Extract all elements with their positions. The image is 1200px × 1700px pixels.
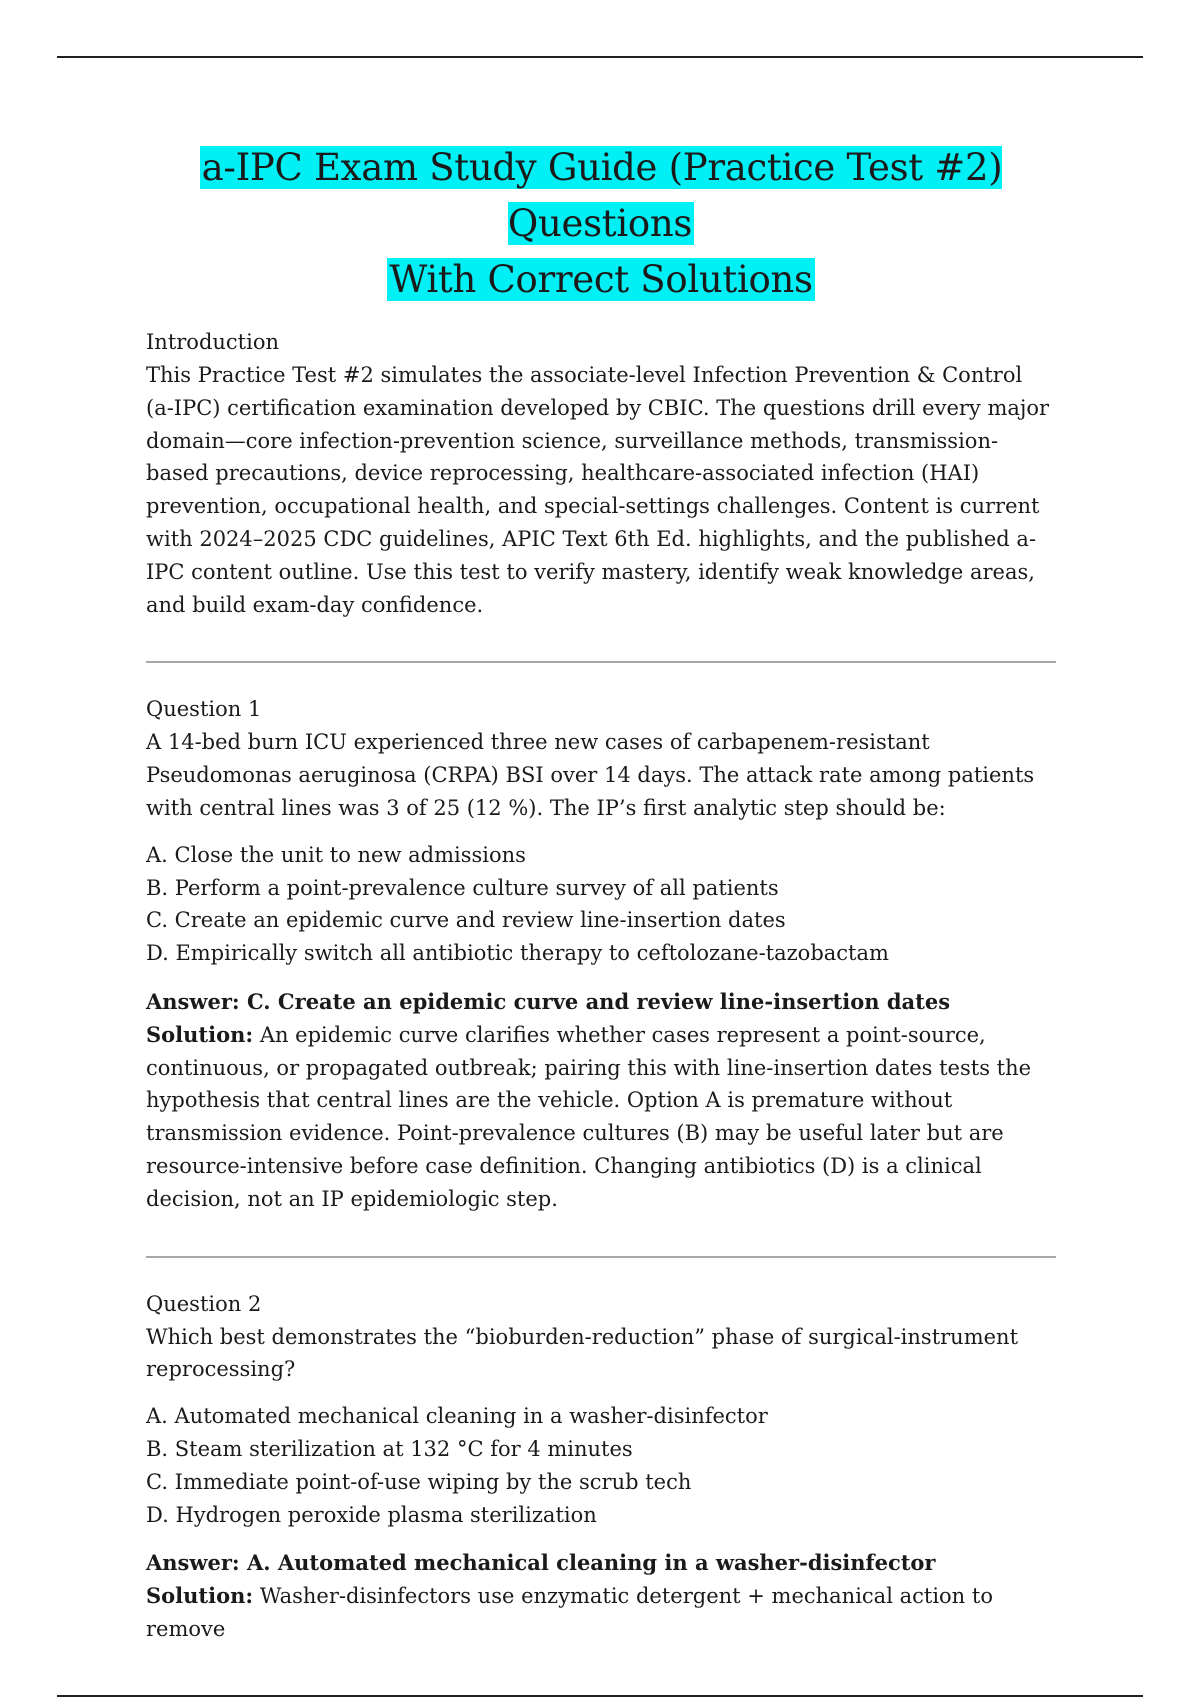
option-b: B. Perform a point-prevalence culture survey of all patients — [146, 875, 779, 900]
section-divider — [146, 1256, 1056, 1258]
solution-text — [146, 1580, 1056, 1646]
answer-options — [146, 839, 1056, 970]
solution-label: Solution: — [146, 1583, 254, 1609]
section-divider — [146, 661, 1056, 663]
correct-answer: Answer: C. Create an epidemic curve and review line-insertion dates — [146, 988, 951, 1014]
document-title — [146, 140, 1056, 308]
question-stem: A 14-bed burn ICU experienced three new cases of carbapenem-resistant Pseudomonas aeruginosa (CRPA) BSI over 14 days. The attack rate among patients with central lines was 3 of 25 (12 %). The IP’s first analytic step should be: — [146, 730, 1035, 820]
solution-body: An epidemic curve clarifies whether cases represent a point-source, continuous, or propagated outbreak; pairing this with line-insertion dates tests the hypothesis that central lines are the vehicle. Option A is premature without transmission evidence. Point-prevalence cultures (B) may be useful later but are resource-intensive before case definition. Changing antibiotics (D) is a clinical decision, not an IP epidemiologic step. — [146, 1022, 1032, 1211]
question-2 — [146, 1288, 1056, 1646]
question-1 — [146, 693, 1056, 1215]
solution-label: Solution: — [146, 1021, 254, 1047]
title-line-2: With Correct Solutions — [389, 258, 813, 301]
option-b: B. Steam sterilization at 132 °C for 4 minutes — [146, 1436, 633, 1461]
introduction-heading: Introduction — [146, 330, 279, 354]
introduction-text: This Practice Test #2 simulates the associate-level Infection Prevention & Control (a-IPC) certification examination developed by CBIC. The questions drill every major domain—core infection-prevention science, surveillance methods, transmission-based precautions, device reprocessing, healthcare-associated infection (HAI) prevention, occupational health, and special-settings challenges. Content is current with 2024–2025 CDC guidelines, APIC Text 6th Ed. highlights, and the published a-IPC content outline. Use this test to verify mastery, identify weak knowledge areas, and build exam-day confidence. — [146, 363, 1050, 617]
question-stem: Which best demonstrates the “bioburden-reduction” phase of surgical-instrument reprocessing? — [146, 1324, 1019, 1382]
page-top-rule — [57, 56, 1143, 58]
option-a: A. Automated mechanical cleaning in a washer-disinfector — [146, 1404, 768, 1429]
question-label: Question 2 — [146, 1291, 262, 1316]
option-c: C. Immediate point-of-use wiping by the scrub tech — [146, 1469, 692, 1494]
title-line-1: a-IPC Exam Study Guide (Practice Test #2) Questions — [201, 146, 1003, 245]
answer-options — [146, 1400, 1056, 1531]
option-a: A. Close the unit to new admissions — [146, 842, 526, 867]
question-label: Question 1 — [146, 697, 262, 722]
option-c: C. Create an epidemic curve and review line-insertion dates — [146, 908, 786, 933]
introduction-section — [146, 326, 1056, 621]
option-d: D. Empirically switch all antibiotic therapy to ceftolozane-tazobactam — [146, 941, 889, 966]
solution-text — [146, 1019, 1056, 1216]
solution-body: Washer-disinfectors use enzymatic detergent + mechanical action to remove — [146, 1584, 993, 1641]
correct-answer: Answer: A. Automated mechanical cleaning in a washer-disinfector — [146, 1550, 936, 1576]
document-body — [146, 140, 1056, 1646]
page-bottom-rule — [57, 1695, 1143, 1697]
option-d: D. Hydrogen peroxide plasma sterilization — [146, 1502, 597, 1527]
